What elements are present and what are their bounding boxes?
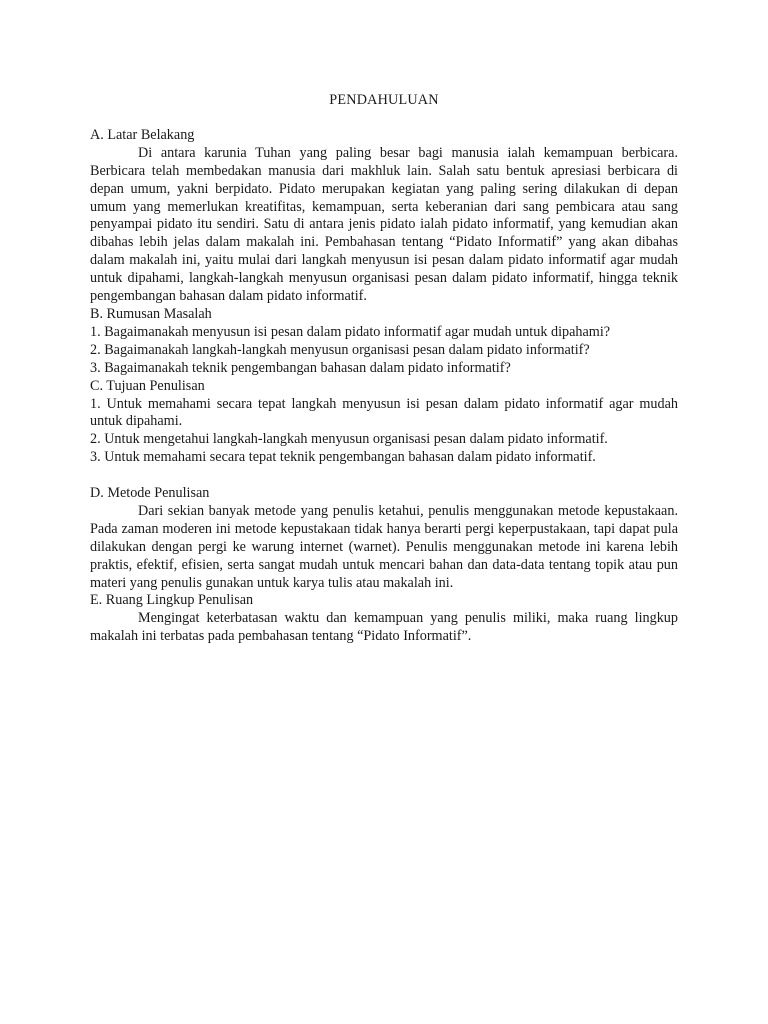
paragraph-latar-belakang: Di antara karunia Tuhan yang paling besar bagi manusia ialah kemampuan berbicara. Berbicara telah membedakan manusia dari makhluk lain. Salah satu bentuk apresiasi berbicara di depan umum, yakni berpidato. Pidato merupakan kegiatan yang paling sering dilakukan di depan umum yang memerlukan kreatifitas, kemampuan, serta keberanian dari sang pembicara atau sang penyampai pidato itu sendiri. Satu di antara jenis pidato ialah pidato informatif, yang kemudian akan dibahas lebih jelas dalam makalah ini. Pembahasan tentang “Pidato Informatif” yang akan dibahas dalam makalah ini, yaitu mulai dari langkah menyusun isi pesan dalam pidato informatif agar mudah untuk dipahami, langkah-langkah menyusun organisasi pesan dalam pidato informatif, hingga teknik pengembangan bahasan dalam pidato informatif. <box>90 144 678 305</box>
section-heading-latar-belakang: A. Latar Belakang <box>90 126 195 143</box>
paragraph-ruang-lingkup: Mengingat keterbatasan waktu dan kemampuan yang penulis miliki, maka ruang lingkup makalah ini terbatas pada pembahasan tentang “Pidato Informatif”. <box>90 610 678 645</box>
document-page <box>90 92 678 646</box>
list-item-tujuan-2: 2. Untuk mengetahui langkah-langkah menyusun organisasi pesan dalam pidato informatif. <box>90 431 608 448</box>
page-title: PENDAHULUAN <box>329 92 439 108</box>
list-item-rumusan-2: 2. Bagaimanakah langkah-langkah menyusun organisasi pesan dalam pidato informatif? <box>90 341 590 358</box>
list-item-rumusan-1: 1. Bagaimanakah menyusun isi pesan dalam pidato informatif agar mudah untuk dipahami? <box>90 323 611 340</box>
blank-line <box>90 467 678 485</box>
section-heading-metode-penulisan: D. Metode Penulisan <box>90 485 210 502</box>
paragraph-metode-penulisan: Dari sekian banyak metode yang penulis ketahui, penulis menggunakan metode kepustakaan. Pada zaman moderen ini metode kepustakaan tidak hanya berarti pergi keperpustakaan, tapi dapat pula dilakukan dengan pergi ke warung internet (warnet). Penulis menggunakan metode ini karena lebih praktis, efektif, efisien, serta sangat mudah untuk mencari bahan dan data-data tentang topik atau pun materi yang penulis gunakan untuk karya tulis atau makalah ini. <box>90 502 678 591</box>
section-heading-rumusan-masalah: B. Rumusan Masalah <box>90 305 212 322</box>
list-item-rumusan-3: 3. Bagaimanakah teknik pengembangan bahasan dalam pidato informatif? <box>90 359 511 376</box>
list-item-tujuan-1: 1. Untuk memahami secara tepat langkah menyusun isi pesan dalam pidato informatif agar mudah untuk dipahami. <box>90 395 678 430</box>
section-heading-ruang-lingkup: E. Ruang Lingkup Penulisan <box>90 592 254 609</box>
section-heading-tujuan-penulisan: C. Tujuan Penulisan <box>90 377 205 394</box>
list-item-tujuan-3: 3. Untuk memahami secara tepat teknik pengembangan bahasan dalam pidato informatif. <box>90 449 596 466</box>
